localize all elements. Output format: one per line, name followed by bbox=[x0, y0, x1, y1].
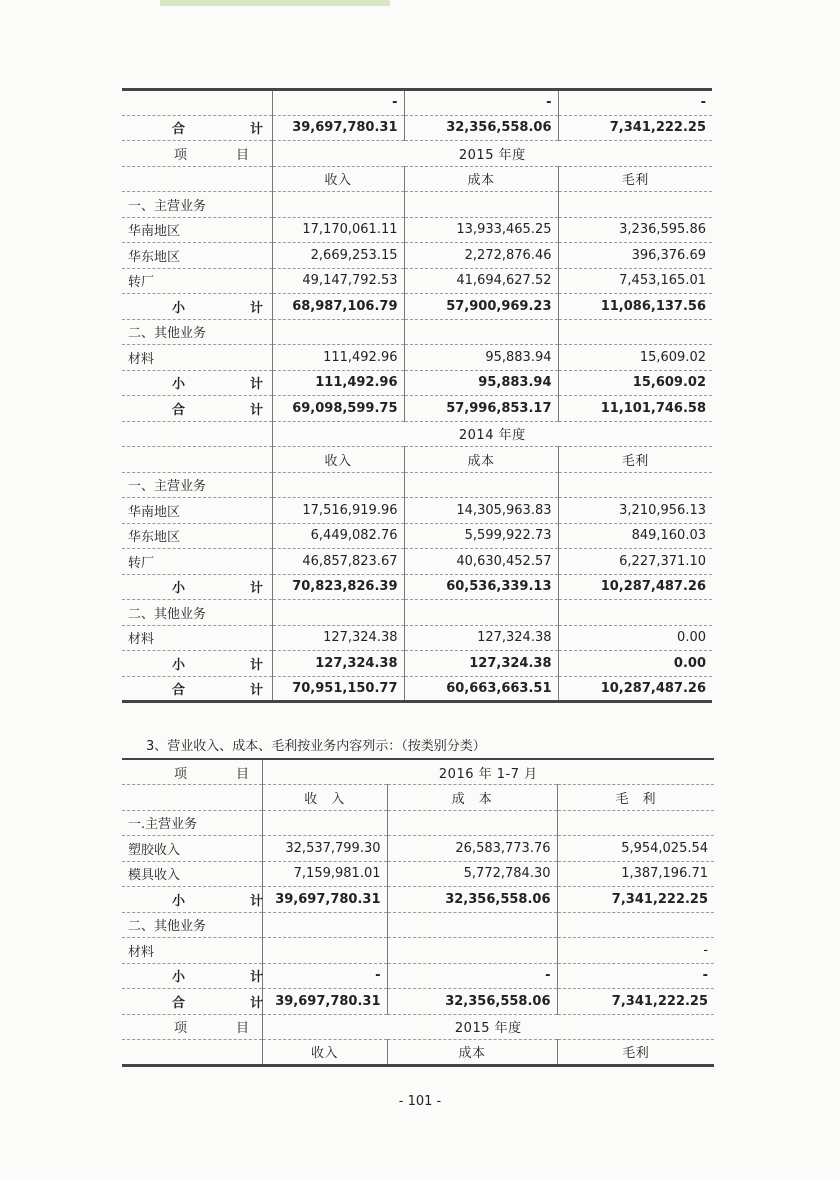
table-row: 项 目 2015 年度 bbox=[122, 1014, 714, 1040]
table-row: 华南地区 17,516,919.96 14,305,963.83 3,210,956.13 bbox=[122, 498, 712, 524]
revenue-table-by-category bbox=[122, 758, 714, 1067]
table-row: 小 计 68,987,106.79 57,900,969.23 11,086,137.56 bbox=[122, 294, 712, 320]
table-row: 2014 年度 bbox=[122, 421, 712, 447]
table-row: 小 计 127,324.38 127,324.38 0.00 bbox=[122, 651, 712, 677]
scan-highlight bbox=[160, 0, 390, 6]
table-row: 合 计 39,697,780.31 32,356,558.06 7,341,222.25 bbox=[122, 989, 714, 1015]
table-row: 收 入 成 本 毛 利 bbox=[122, 785, 714, 811]
table-row: 材料 127,324.38 127,324.38 0.00 bbox=[122, 625, 712, 651]
table-row: 材料 - bbox=[122, 938, 714, 964]
table-row: 合 计 39,697,780.31 32,356,558.06 7,341,222.25 bbox=[122, 115, 712, 141]
table-row: 一、主营业务 bbox=[122, 192, 712, 218]
table-row: 二、其他业务 bbox=[122, 600, 712, 626]
table-row: 小 计 70,823,826.39 60,536,339.13 10,287,487.26 bbox=[122, 574, 712, 600]
table-row: 合 计 69,098,599.75 57,996,853.17 11,101,746.58 bbox=[122, 396, 712, 422]
table-row: 华南地区 17,170,061.11 13,933,465.25 3,236,595.86 bbox=[122, 217, 712, 243]
table-row: 合 计 70,951,150.77 60,663,663.51 10,287,487.26 bbox=[122, 676, 712, 702]
table-row: 转厂 49,147,792.53 41,694,627.52 7,453,165.01 bbox=[122, 268, 712, 294]
table-row: 材料 111,492.96 95,883.94 15,609.02 bbox=[122, 345, 712, 371]
table-row: 收入 成本 毛利 bbox=[122, 1040, 714, 1066]
table-row: 项 目 2015 年度 bbox=[122, 141, 712, 167]
table-row: 二、其他业务 bbox=[122, 912, 714, 938]
revenue-table-by-region bbox=[122, 88, 712, 703]
table-row: 项 目 2016 年 1-7 月 bbox=[122, 759, 714, 785]
table-row: 华东地区 6,449,082.76 5,599,922.73 849,160.03 bbox=[122, 523, 712, 549]
table-row: 收入 成本 毛利 bbox=[122, 447, 712, 473]
table-row: 二、其他业务 bbox=[122, 319, 712, 345]
table-row: 小 计 39,697,780.31 32,356,558.06 7,341,222.25 bbox=[122, 887, 714, 913]
table-row: 一.主营业务 bbox=[122, 810, 714, 836]
table-row: 小 计 111,492.96 95,883.94 15,609.02 bbox=[122, 370, 712, 396]
section-note: 3、营业收入、成本、毛利按业务内容列示：（按类别分类） bbox=[146, 739, 486, 754]
table-row: 小 计 - - - bbox=[122, 963, 714, 989]
table-row: 收入 成本 毛利 bbox=[122, 166, 712, 192]
table-row: 模具收入 7,159,981.01 5,772,784.30 1,387,196.71 bbox=[122, 861, 714, 887]
table-row: 一、主营业务 bbox=[122, 472, 712, 498]
table-row: 华东地区 2,669,253.15 2,272,876.46 396,376.69 bbox=[122, 243, 712, 269]
page-number: - 101 - bbox=[398, 1094, 442, 1109]
table-row: 转厂 46,857,823.67 40,630,452.57 6,227,371.10 bbox=[122, 549, 712, 575]
table-row: 塑胶收入 32,537,799.30 26,583,773.76 5,954,025.54 bbox=[122, 836, 714, 862]
table-row: - - - bbox=[122, 90, 712, 116]
